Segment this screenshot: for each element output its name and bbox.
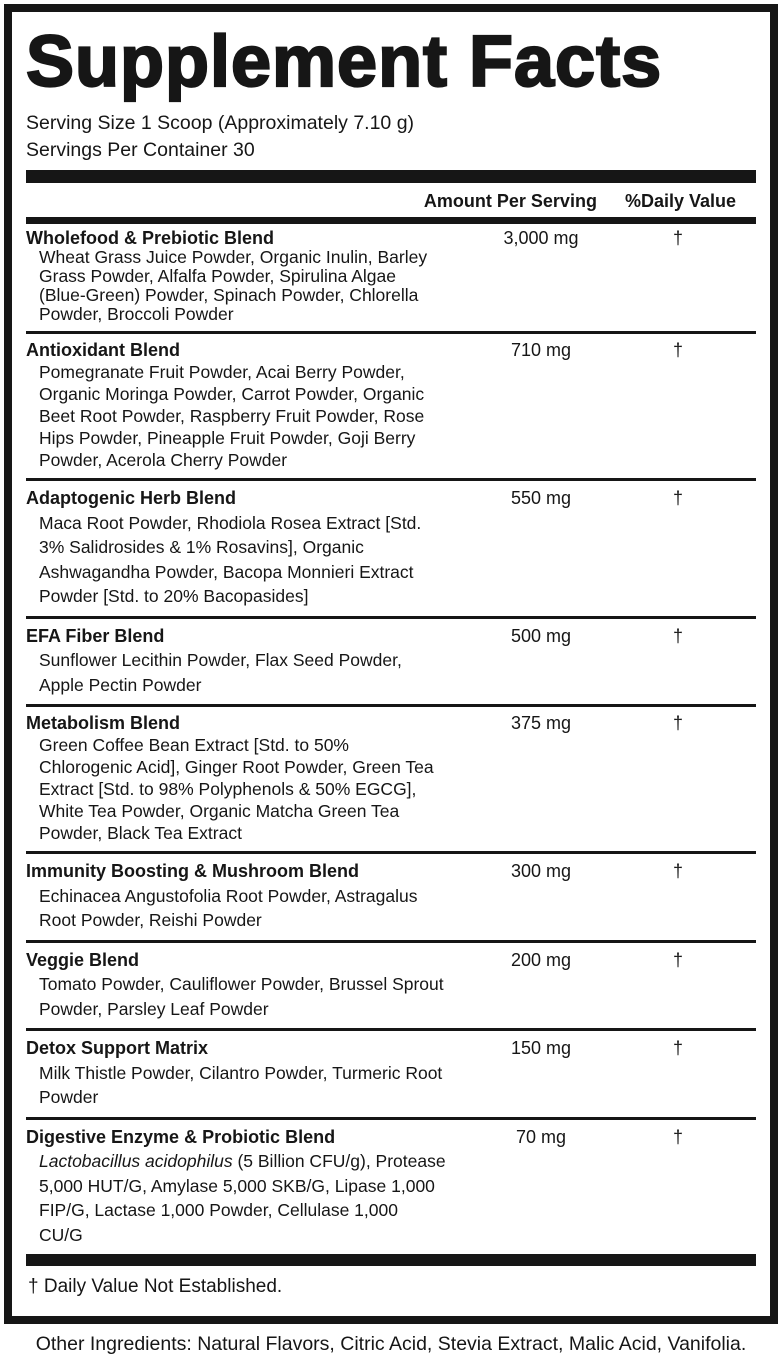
blend-daily-value: †: [672, 625, 683, 646]
supplement-facts-label: [4, 4, 778, 1324]
blend-row-antioxidant: [26, 334, 756, 481]
blend-name: Wholefood & Prebiotic Blend: [26, 228, 274, 248]
blend-amount: 375 mg: [510, 713, 572, 733]
blend-info: [26, 1036, 446, 1110]
blend-name: Antioxidant Blend: [26, 340, 180, 360]
blend-name: Metabolism Blend: [26, 713, 181, 733]
blend-name: Veggie Blend: [26, 949, 140, 970]
blend-ingredients: Milk Thistle Powder, Cilantro Powder, Turmeric Root Powder: [39, 1062, 443, 1107]
blend-ingredients: Green Coffee Bean Extract [Std. to 50% Chlorogenic Acid], Ginger Root Powder, Green Tea Extract [Std. to 98% Polyphenols & 50% EGCG], White Tea Powder, Organic Matcha Green Tea Powder, Black Tea Extract: [39, 735, 434, 843]
blend-daily-value: †: [672, 228, 683, 248]
blend-amount: 550 mg: [510, 488, 572, 508]
blend-row-immunity-mushroom: [26, 854, 756, 943]
divider-thick-bottom: [26, 1257, 756, 1266]
blend-amount: 70 mg: [515, 1126, 567, 1147]
other-ingredients-line: Other Ingredients: Natural Flavors, Citric Acid, Stevia Extract, Malic Acid, Vanifolia.: [35, 1333, 747, 1355]
blend-ingredients: Maca Root Powder, Rhodiola Rosea Extract [Std. 3% Salidrosides & 1% Rosavins], Organic Ashwagandha Powder, Bacopa Monnieri Extract Powder [Std. to 20% Bacopasides]: [39, 512, 422, 606]
daily-value-header: %Daily Value: [624, 191, 736, 211]
divider-thick-top: [26, 170, 756, 183]
blend-ingredient-species: Lactobacillus acidophilus: [39, 1151, 233, 1171]
serving-size-line: Serving Size 1 Scoop (Approximately 7.10 g): [26, 112, 415, 134]
blend-info: [26, 948, 446, 1022]
label-title: Supplement Facts: [26, 22, 663, 102]
blend-ingredients: Tomato Powder, Cauliflower Powder, Brussel Sprout Powder, Parsley Leaf Powder: [39, 974, 444, 1019]
blend-info: [26, 486, 446, 609]
blend-ingredients: Pomegranate Fruit Powder, Acai Berry Powder, Organic Moringa Powder, Carrot Powder, Organic Beet Root Powder, Raspberry Fruit Powder, Rose Hips Powder, Pineapple Fruit Powder, Goji Berry Powder, Acerola Cherry Powder: [39, 362, 425, 470]
blend-row-veggie: [26, 943, 756, 1032]
blend-row-adaptogenic-herb: [26, 481, 756, 619]
blend-name: Adaptogenic Herb Blend: [26, 488, 237, 508]
blend-daily-value: †: [672, 861, 683, 881]
blend-amount: 500 mg: [510, 625, 572, 646]
blend-daily-value: †: [672, 488, 683, 508]
blend-amount: 300 mg: [510, 861, 572, 881]
blend-info: [26, 229, 446, 324]
daily-value-footnote: † Daily Value Not Established.: [28, 1276, 283, 1297]
blend-name: Detox Support Matrix: [26, 1038, 209, 1058]
amount-per-serving-header: Amount Per Serving: [423, 191, 597, 211]
blend-daily-value: †: [672, 1126, 683, 1147]
blend-row-digestive-probiotic: [26, 1120, 756, 1258]
blend-row-efa-fiber: [26, 619, 756, 708]
blend-row-metabolism: [26, 707, 756, 854]
blend-info: [26, 859, 446, 933]
blend-ingredients: Echinacea Angustofolia Root Powder, Astragalus Root Powder, Reishi Powder: [39, 885, 418, 930]
blend-amount: 3,000 mg: [503, 228, 579, 248]
column-headers: [26, 183, 756, 217]
blend-row-wholefood-prebiotic: [26, 224, 756, 334]
blend-daily-value: †: [672, 1038, 683, 1058]
divider-medium: [26, 217, 756, 224]
blend-info: [26, 712, 446, 844]
blend-name: EFA Fiber Blend: [26, 625, 165, 646]
blend-amount: 150 mg: [510, 1038, 572, 1058]
blend-amount: 200 mg: [510, 949, 572, 970]
blend-info: [26, 339, 446, 471]
blend-ingredients: Sunflower Lecithin Powder, Flax Seed Powder, Apple Pectin Powder: [39, 650, 402, 695]
servings-per-container-line: Servings Per Container 30: [26, 139, 255, 161]
blend-daily-value: †: [672, 949, 683, 970]
blend-daily-value: †: [672, 340, 683, 360]
blend-ingredients: [26, 1149, 446, 1247]
blend-ingredients-rest: (5 Billion CFU/g), Protease 5,000 HUT/G, Amylase 5,000 SKB/G, Lipase 1,000 FIP/G, Lactase 1,000 Powder, Cellulase 1,000 CU/G: [39, 1151, 446, 1245]
blend-info: [26, 1125, 446, 1248]
blend-daily-value: †: [672, 713, 683, 733]
blend-name: Digestive Enzyme & Probiotic Blend: [26, 1126, 336, 1147]
blend-info: [26, 624, 446, 698]
blend-amount: 710 mg: [510, 340, 572, 360]
blend-name: Immunity Boosting & Mushroom Blend: [26, 861, 359, 881]
blend-row-detox-support: [26, 1031, 756, 1120]
blend-ingredients: Wheat Grass Juice Powder, Organic Inulin, Barley Grass Powder, Alfalfa Powder, Spirulina Algae (Blue-Green) Powder, Spinach Powder, Chlorella Powder, Broccoli Powder: [39, 247, 428, 324]
